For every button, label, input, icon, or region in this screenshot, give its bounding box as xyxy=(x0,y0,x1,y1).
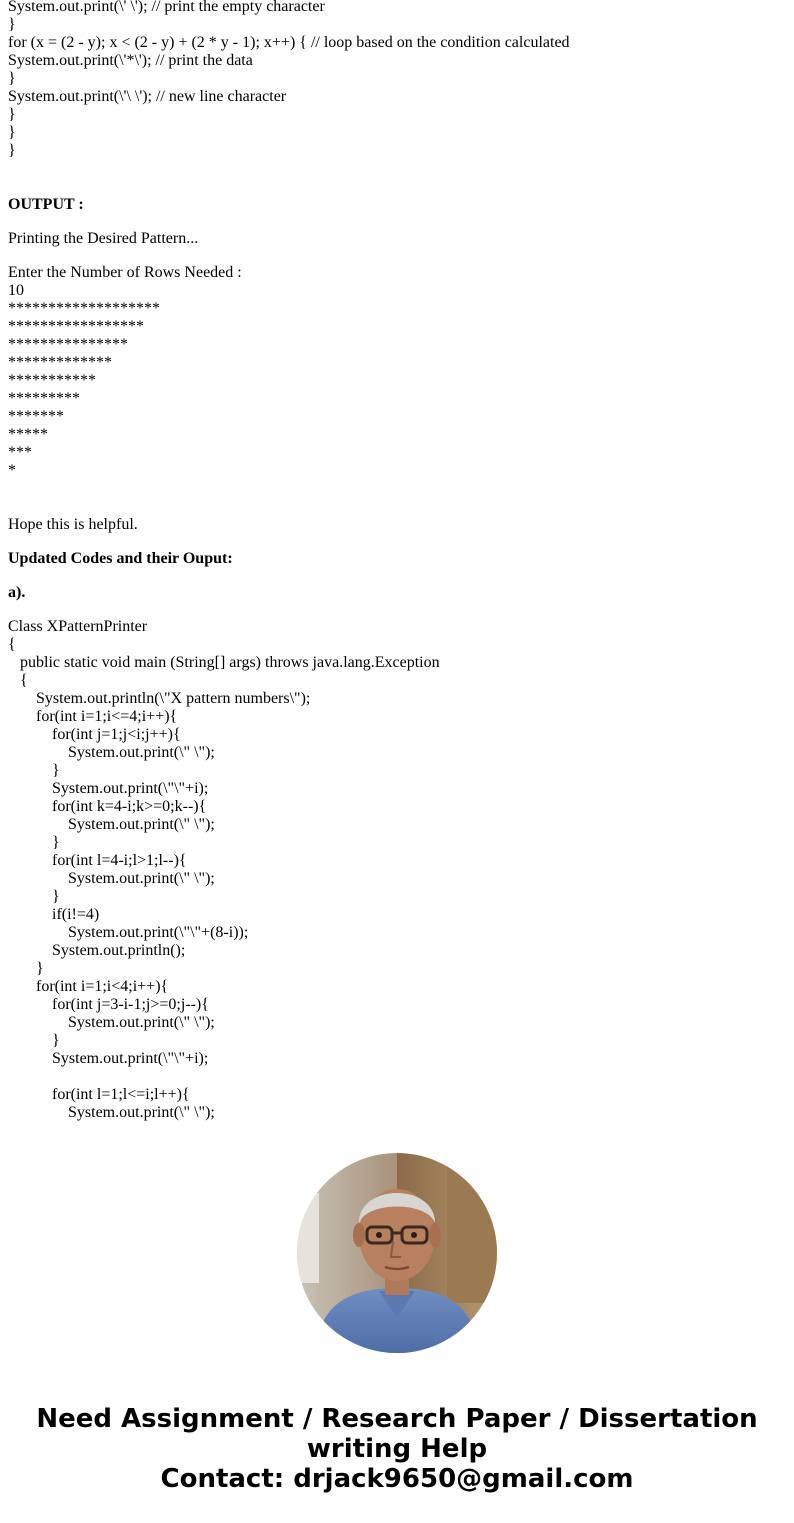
code-line: Class XPatternPrinter xyxy=(8,618,148,635)
code-line: } xyxy=(8,762,60,779)
input-value: 10 xyxy=(8,282,24,299)
pattern-row: *************** xyxy=(8,336,128,353)
code-line: System.out.print(\'*\'); // print the data xyxy=(8,52,253,69)
code-line: { xyxy=(8,672,28,689)
part-label: a). xyxy=(8,584,26,601)
pattern-row: ***** xyxy=(8,426,48,443)
code-line: System.out.print(\' \'); // print the empty character xyxy=(8,0,325,15)
code-line: } xyxy=(8,834,60,851)
pattern-row: ******************* xyxy=(8,300,160,317)
code-line xyxy=(8,1068,788,1086)
output-heading: OUTPUT : xyxy=(8,196,84,213)
code-line: } xyxy=(8,16,16,33)
code-line: System.out.print(\"\"+i); xyxy=(8,780,209,797)
prompt-label: Enter the Number of Rows Needed : xyxy=(8,264,242,281)
code-line: System.out.print(\'\ \'); // new line character xyxy=(8,88,287,105)
code-line: for (x = (2 - y); x < (2 - y) + (2 * y - 1); x++) { // loop based on the condition calculated xyxy=(8,34,570,51)
code-line: for(int i=1;i<4;i++){ xyxy=(8,978,169,995)
code-line: } xyxy=(8,888,60,905)
code-line: System.out.print(\" \"); xyxy=(8,1014,215,1031)
code-line: System.out.print(\" \"); xyxy=(8,744,215,761)
person-photo-icon xyxy=(297,1153,497,1353)
code-line: System.out.print(\" \"); xyxy=(8,870,215,887)
code-line: } xyxy=(8,1032,60,1049)
code-line: } xyxy=(8,106,16,123)
code-line: for(int l=4-i;l>1;l--){ xyxy=(8,852,187,869)
code-line: System.out.print(\"\"+(8-i)); xyxy=(8,924,249,941)
code-line: public static void main (String[] args) throws java.lang.Exception xyxy=(8,654,440,671)
cta-line-1: Need Assignment / Research Paper / Dissertation xyxy=(36,1404,758,1434)
code-line: if(i!=4) xyxy=(8,906,100,923)
code-line: { xyxy=(8,636,16,653)
pattern-row: *********** xyxy=(8,372,96,389)
pattern-row: ************* xyxy=(8,354,112,371)
code-block-main xyxy=(8,618,788,1122)
code-line: for(int k=4-i;k>=0;k--){ xyxy=(8,798,207,815)
code-line: for(int l=1;l<=i;l++){ xyxy=(8,1086,190,1103)
updated-codes-heading: Updated Codes and their Ouput: xyxy=(8,550,233,567)
pattern-row: ********* xyxy=(8,390,80,407)
contact-banner xyxy=(0,1404,794,1494)
code-line: System.out.print(\" \"); xyxy=(8,1104,215,1121)
code-line: } xyxy=(8,124,16,141)
star-pattern-output xyxy=(8,300,788,480)
code-line: System.out.print(\" \"); xyxy=(8,816,215,833)
code-line: System.out.print(\"\"+i); xyxy=(8,1050,209,1067)
code-block-top xyxy=(8,0,788,160)
helpful-note: Hope this is helpful. xyxy=(8,516,138,533)
pattern-row: * xyxy=(8,462,16,479)
pattern-row: *** xyxy=(8,444,32,461)
code-line: System.out.println(\"X pattern numbers\"); xyxy=(8,690,311,707)
code-line: } xyxy=(8,142,16,159)
pattern-row: ***************** xyxy=(8,318,144,335)
document-body xyxy=(8,0,788,1122)
pattern-row: ******* xyxy=(8,408,64,425)
code-line: } xyxy=(8,960,44,977)
code-line: System.out.println(); xyxy=(8,942,186,959)
code-line: } xyxy=(8,70,16,87)
output-intro: Printing the Desired Pattern... xyxy=(8,230,199,247)
avatar xyxy=(297,1153,497,1353)
contact-email[interactable]: Contact: drjack9650@gmail.com xyxy=(160,1464,634,1494)
code-line: for(int j=3-i-1;j>=0;j--){ xyxy=(8,996,209,1013)
cta-line-2: writing Help xyxy=(306,1434,488,1464)
code-line: for(int i=1;i<=4;i++){ xyxy=(8,708,178,725)
code-line: for(int j=1;j<i;j++){ xyxy=(8,726,181,743)
